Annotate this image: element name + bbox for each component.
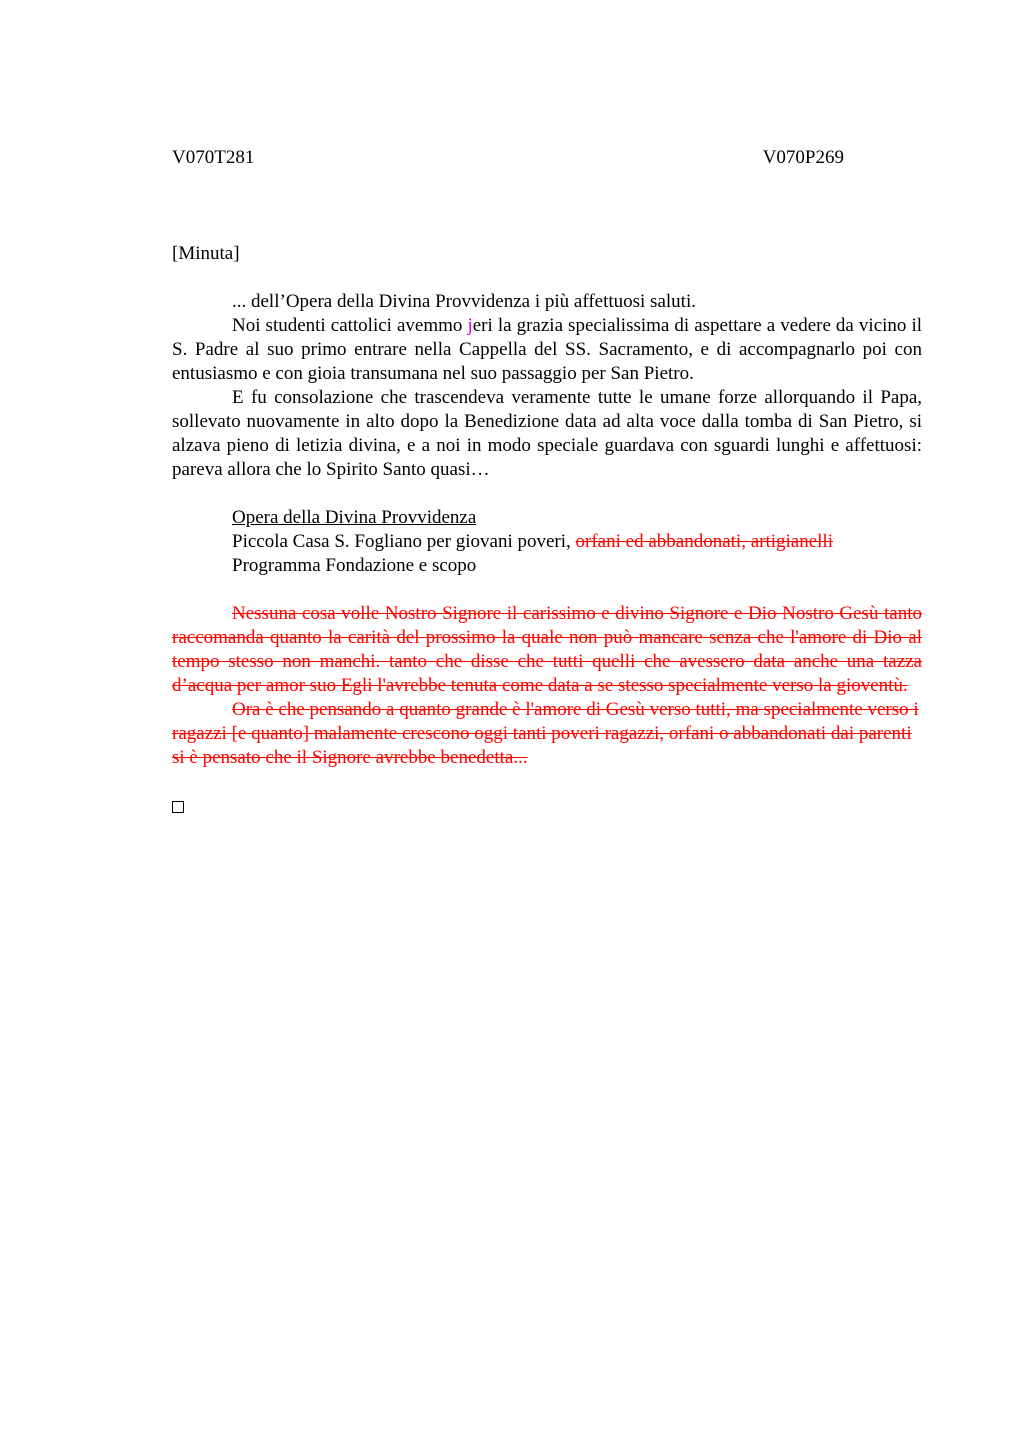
letter-paragraph-1-rest: eri la grazia specialissima di aspettare a vedere da vicino il S. Padre al suo primo entrare nella Cappella del SS. Sacramento, e di accompagnarlo poi con entusiasmo e con gioia transumana nel suo passaggio per San Pietro. — [172, 315, 923, 384]
deleted-paragraph-2: Ora è che pensando a quanto grande è l'amore di Gesù verso tutti, ma specialmente verso i ragazzi [e quanto] malamente crescono oggi tanti poveri ragazzi, orfani o abbandonati dai parenti si è pensato che il Signore avrebbe benedetta... — [172, 699, 919, 768]
document-page — [172, 146, 922, 820]
letter-paragraph-1 — [172, 314, 922, 386]
deleted-block — [172, 602, 922, 770]
program-line-2 — [172, 530, 922, 554]
program-line-2-deleted: orfani ed abbandonati, artigianelli — [575, 531, 833, 552]
deleted-paragraph-1: Nessuna cosa volle Nostro Signore il carissimo e divino Signore e Dio Nostro Gesù tanto raccomanda quanto la carità del prossimo la quale non può mancare senza che l'amore di Dio al tempo stesso non manchi. tanto che disse che tutti quelli che avessero data anche una tazza d’acqua per amor suo Egli l'avrebbe tenuta come data a se stesso specialmente verso la gioventù. — [172, 603, 922, 696]
letter-paragraph-2: E fu consolazione che trascendeva veramente tutte le umane forze allorquando il Papa, sollevato nuovamente in alto dopo la Benedizione data ad alta voce dalla tomba di San Pietro, si alzava pieno di letizia divina, e a noi in modo speciale guardava con sguardi lunghi e affettuosi: pareva allora che lo Spirito Santo quasi… — [172, 387, 922, 480]
program-line-2-text: Piccola Casa S. Fogliano per giovani poveri, — [232, 531, 576, 552]
checkbox-row — [172, 794, 922, 820]
checkbox-symbol — [172, 801, 184, 813]
program-block — [172, 506, 922, 578]
header-left-code: V070T281 — [172, 147, 255, 168]
program-title: Opera della Divina Provvidenza — [232, 507, 477, 528]
header-codes — [172, 146, 844, 170]
header-right-code: V070P269 — [762, 147, 844, 168]
highlighted-letter: j — [467, 315, 473, 336]
program-line-3: Programma Fondazione e scopo — [232, 555, 477, 576]
letter-line-1: ... dell’Opera della Divina Provvidenza i più affettuosi saluti. — [232, 291, 696, 312]
minuta-label: [Minuta] — [172, 243, 240, 264]
letter-paragraph-1-start: Noi studenti cattolici avemmo — [232, 315, 468, 336]
letter-body — [172, 290, 922, 482]
